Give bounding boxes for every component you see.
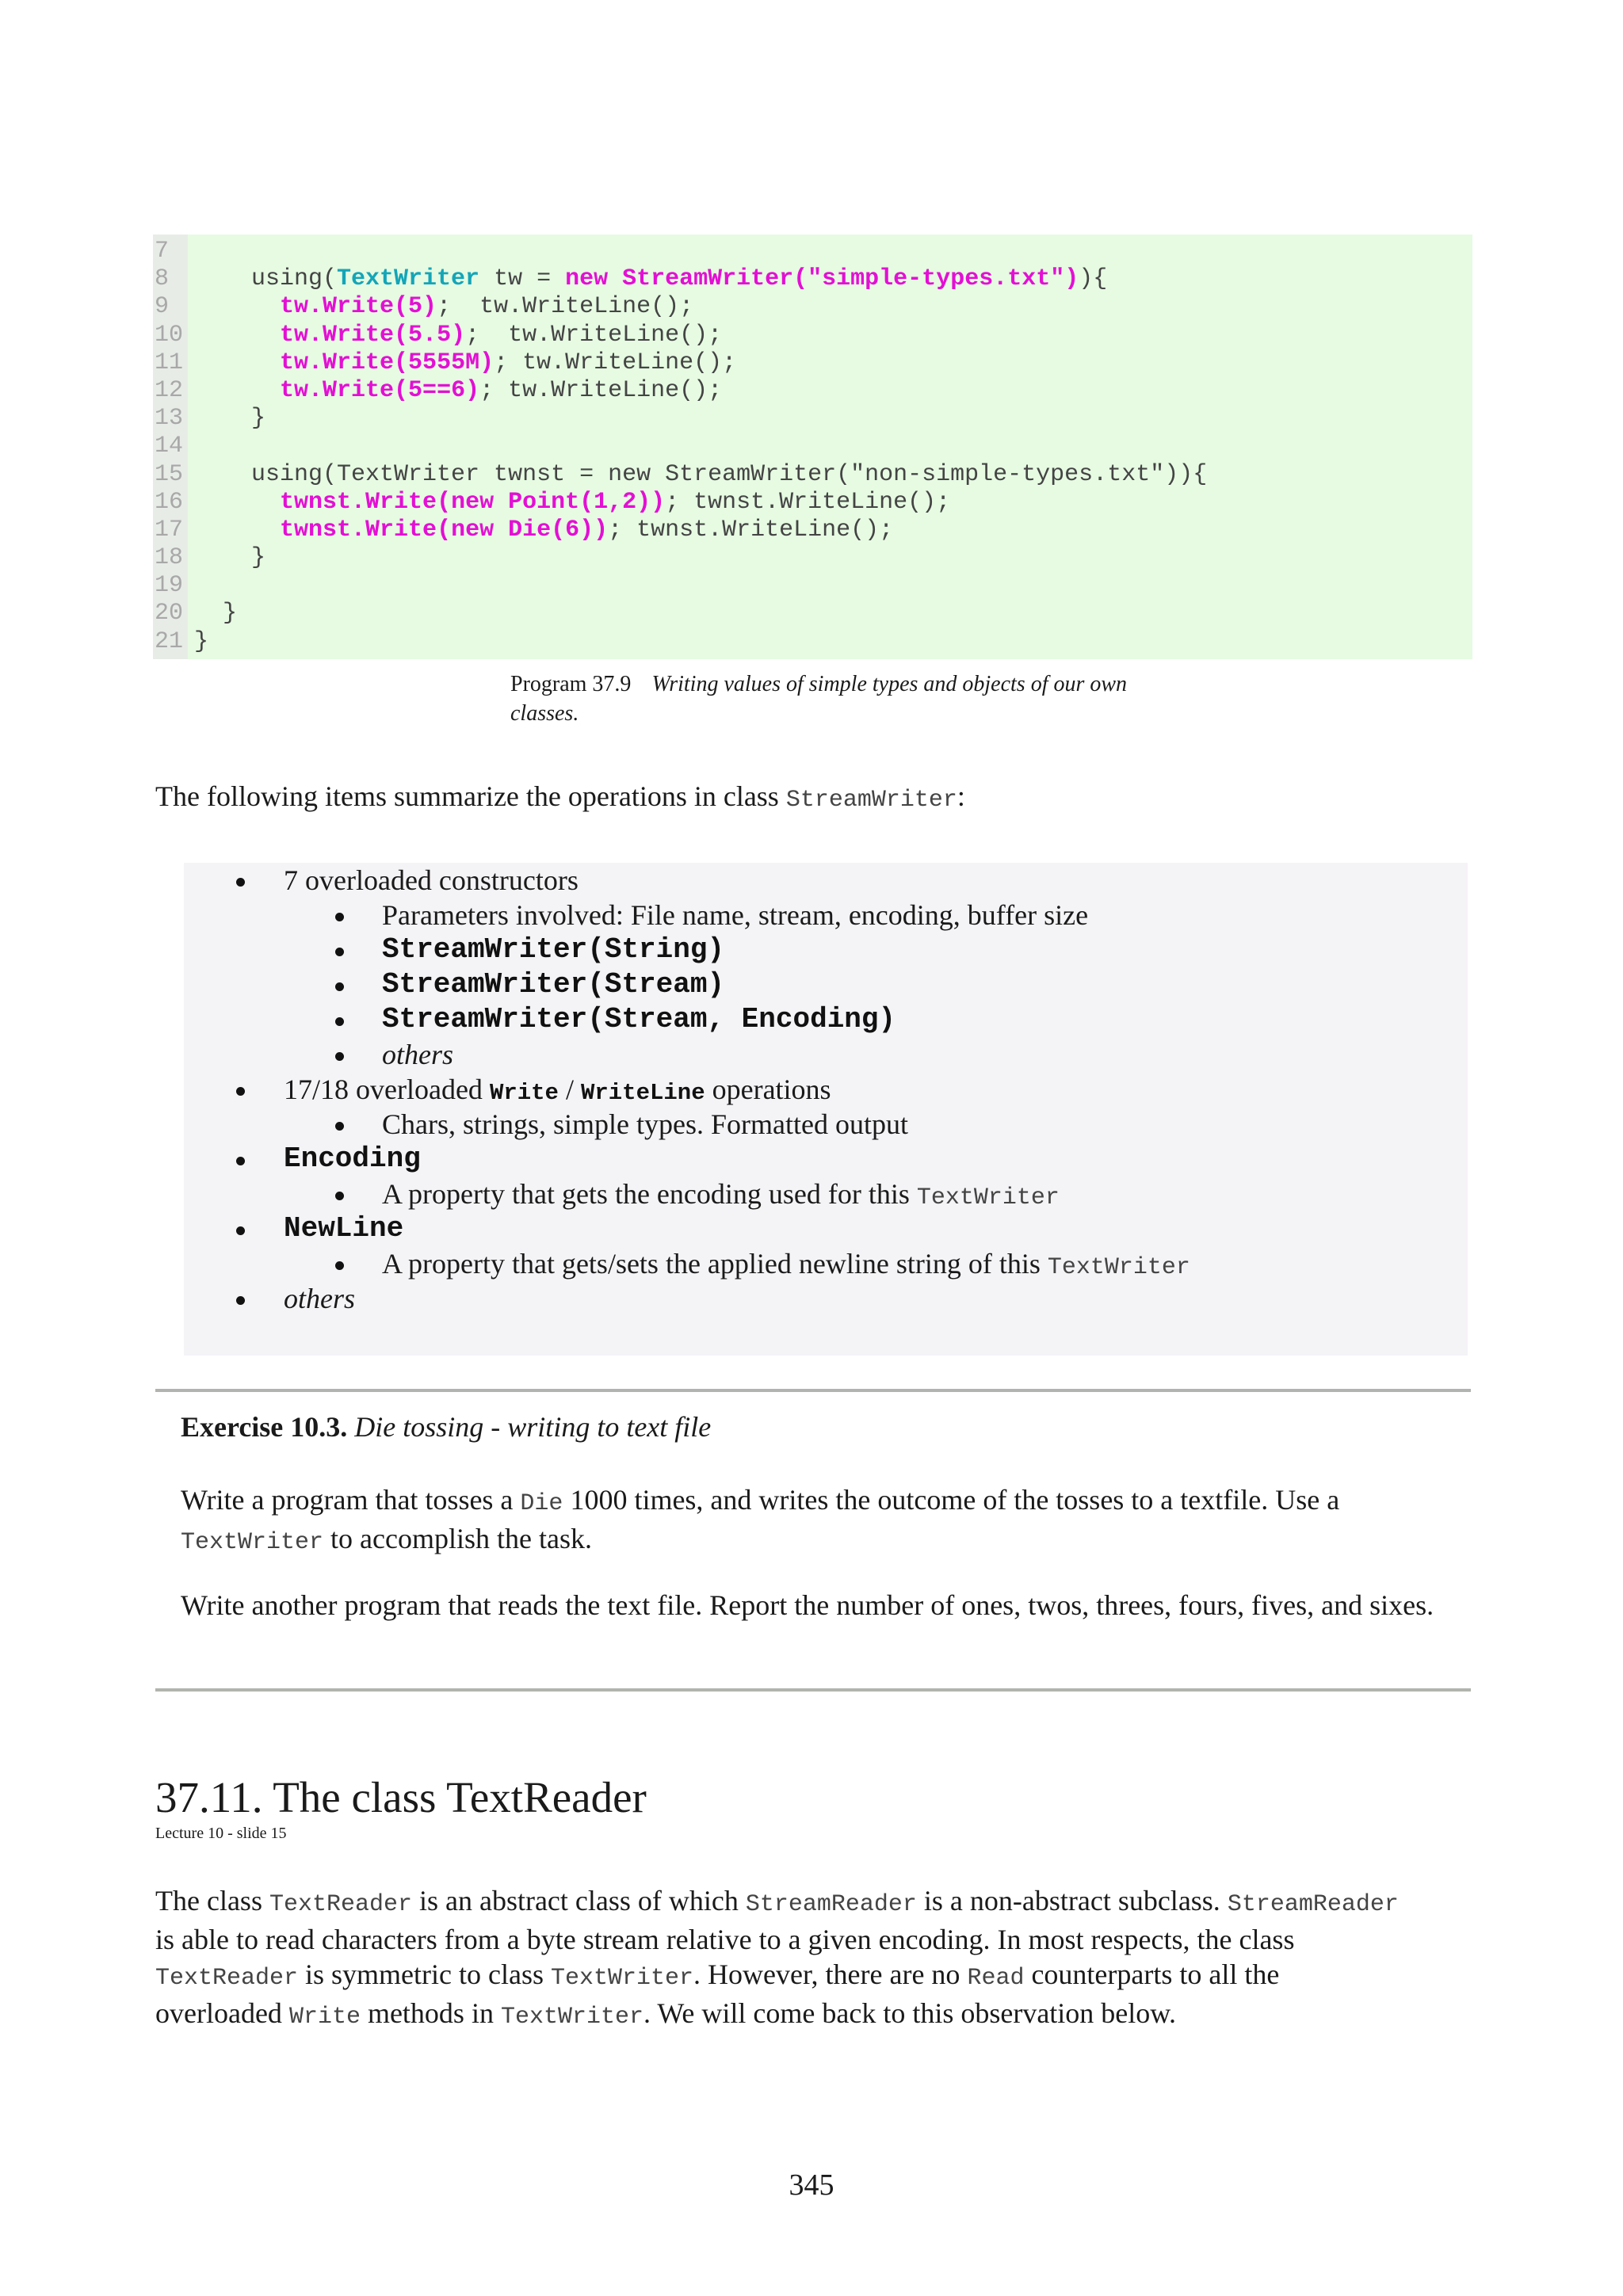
ops-after: operations [705, 1074, 831, 1105]
section-heading: 37.11. The class TextReader [155, 1773, 647, 1821]
line-number: 19 [155, 572, 184, 600]
code-plain: } [194, 600, 238, 627]
code-plain: tw = [479, 265, 566, 293]
body-line [155, 1996, 1487, 2035]
body-text: is an abstract class of which [411, 1885, 746, 1917]
code-text [194, 405, 265, 433]
caption-text: Writing values of simple types and objects of our own classes. [510, 672, 1128, 726]
list-item: others [382, 1039, 453, 1070]
exercise-name: Die tossing - writing to text file [354, 1411, 712, 1443]
body-text: is a non-abstract subclass. [916, 1885, 1228, 1917]
list-item: StreamWriter(Stream, Encoding) [382, 1003, 896, 1035]
exercise-bottom-rule [155, 1688, 1471, 1691]
bullet-icon [236, 1157, 245, 1165]
line-number: 10 [155, 321, 184, 349]
code-line [153, 544, 1472, 572]
code-plain [194, 293, 280, 320]
code-text [194, 349, 736, 377]
summary-intro [155, 779, 1487, 818]
code-line [153, 322, 1472, 349]
body-paragraph [155, 1883, 1487, 2035]
exercise-paragraph-1 [181, 1482, 1449, 1560]
code-plain [608, 265, 622, 292]
body-code: TextReader [269, 1891, 412, 1918]
bullet-icon [335, 913, 344, 921]
list-item: StreamWriter(Stream) [382, 968, 725, 1001]
code-plain [194, 377, 280, 404]
body-text: The class [155, 1885, 269, 1917]
body-text: is symmetric to class [298, 1958, 551, 1990]
code-text [194, 600, 237, 627]
newline-desc: A property that gets/sets the applied newline string of this [382, 1248, 1048, 1280]
list-item: Chars, strings, simple types. Formatted output [382, 1108, 908, 1140]
bullet-icon [335, 948, 344, 956]
list-item [284, 1072, 831, 1111]
code-line [153, 405, 1472, 433]
summary-intro-text: The following items summarize the operations in class [155, 780, 786, 812]
code-lines [153, 238, 1472, 656]
newline-code: TextWriter [1047, 1254, 1190, 1281]
line-number: 18 [155, 544, 184, 572]
line-number: 8 [155, 265, 170, 293]
code-plain: ; twnst.WriteLine(); [665, 488, 951, 516]
body-line: is able to read characters from a byte stream relative to a given encoding. In most respects, the class [155, 1924, 1295, 1955]
line-number: 12 [155, 376, 184, 404]
code-highlight: tw.Write(5.5) [280, 321, 466, 349]
code-text [194, 489, 950, 517]
bullet-icon [335, 1122, 344, 1131]
bullet-icon [335, 1017, 344, 1026]
code-text [194, 544, 265, 572]
code-highlight: tw.Write(5) [280, 293, 437, 321]
bullet-icon [236, 1226, 245, 1235]
bullet-icon [335, 1261, 344, 1270]
summary-intro-colon: : [957, 780, 965, 812]
page-number: 345 [789, 2168, 834, 2202]
code-line [153, 349, 1472, 377]
list-item [382, 1177, 1060, 1215]
code-highlight: tw.Write(5==6) [280, 376, 480, 404]
bullet-icon [236, 1087, 245, 1096]
bullet-icon [335, 982, 344, 991]
code-text [194, 517, 893, 544]
code-line [153, 238, 1472, 265]
code-plain: using( [194, 265, 338, 293]
code-highlight: StreamWriter("simple-types.txt") [622, 265, 1079, 293]
list-item: 7 overloaded constructors [284, 864, 579, 896]
exercise-title [181, 1409, 711, 1444]
code-line [153, 572, 1472, 600]
body-text: overloaded [155, 1997, 289, 2029]
line-number: 15 [155, 460, 184, 488]
ops-write: Write [489, 1080, 559, 1106]
body-text: methods in [360, 1997, 501, 2029]
code-text [194, 377, 722, 405]
list-item: others [284, 1283, 355, 1314]
body-line [155, 1957, 1487, 1996]
encoding-desc: A property that gets the encoding used for this [382, 1178, 917, 1210]
ops-writeline: WriteLine [580, 1080, 705, 1106]
ops-slash: / [558, 1074, 581, 1105]
code-text [194, 322, 722, 349]
code-line [153, 461, 1472, 489]
code-line [153, 600, 1472, 627]
line-number: 20 [155, 600, 184, 627]
code-plain: ; twnst.WriteLine(); [608, 516, 894, 543]
bullet-icon [335, 1052, 344, 1061]
line-number: 9 [155, 293, 170, 321]
exercise-text: to accomplish the task. [323, 1523, 592, 1554]
code-plain: } [194, 405, 266, 433]
code-type: TextWriter [337, 265, 480, 293]
body-text: . However, there are no [693, 1958, 968, 1990]
list-item: NewLine [284, 1212, 404, 1245]
line-number: 7 [155, 238, 170, 265]
code-text [194, 293, 693, 321]
code-plain: ; tw.WriteLine(); [494, 349, 737, 376]
code-text [194, 628, 208, 656]
list-item: Encoding [284, 1142, 421, 1175]
code-plain: using(TextWriter twnst = new StreamWriter("non-simple-types.txt")){ [194, 460, 1208, 488]
code-line [153, 377, 1472, 405]
code-highlight: twnst.Write(new Die(6)) [280, 516, 609, 543]
code-plain [194, 517, 280, 543]
code-highlight: tw.Write(5555M) [280, 349, 495, 376]
exercise-code-die: Die [520, 1490, 563, 1517]
line-number: 14 [155, 433, 184, 460]
body-text: . We will come back to this observation below. [643, 1997, 1176, 2029]
body-code: Read [967, 1965, 1025, 1992]
code-highlight: new [565, 265, 609, 293]
code-highlight: twnst.Write(new Point(1,2)) [280, 488, 666, 516]
code-plain: ; tw.WriteLine(); [479, 376, 723, 404]
code-plain: } [194, 544, 266, 572]
ops-text: 17/18 overloaded [284, 1074, 490, 1105]
encoding-code: TextWriter [916, 1184, 1060, 1211]
code-text [194, 461, 1207, 489]
line-number: 13 [155, 405, 184, 433]
code-plain: } [194, 627, 209, 655]
body-code: TextWriter [500, 2004, 643, 2031]
exercise-top-rule [155, 1389, 1471, 1392]
code-line [153, 265, 1472, 293]
body-code: Write [288, 2004, 361, 2031]
line-number: 17 [155, 516, 184, 543]
line-number: 11 [155, 349, 184, 376]
bullet-icon [236, 878, 245, 887]
body-code: TextWriter [551, 1965, 694, 1992]
code-plain: ; tw.WriteLine(); [465, 321, 723, 349]
code-plain [194, 349, 280, 376]
bullet-icon [236, 1296, 245, 1305]
list-item [382, 1246, 1190, 1285]
exercise-paragraph-2: Write another program that reads the text file. Report the number of ones, twos, threes, fours, fives, and sixes. [181, 1589, 1434, 1621]
body-line [155, 1883, 1487, 1922]
code-line [153, 489, 1472, 517]
code-plain [194, 322, 280, 349]
exercise-text: 1000 times, and writes the outcome of the tosses to a textfile. Use a [563, 1484, 1340, 1516]
code-listing [153, 235, 1472, 659]
body-code: StreamReader [745, 1891, 917, 1918]
body-text: counterparts to all the [1024, 1958, 1280, 1990]
exercise-text: Write a program that tosses a [181, 1484, 521, 1516]
list-item: StreamWriter(String) [382, 933, 725, 966]
code-plain [194, 489, 280, 516]
code-text [194, 265, 1107, 293]
bullet-icon [335, 1192, 344, 1200]
code-line [153, 517, 1472, 544]
section-slide-reference: Lecture 10 - slide 15 [155, 1825, 287, 1842]
code-line [153, 628, 1472, 656]
code-plain: ; tw.WriteLine(); [437, 293, 694, 321]
body-code: StreamReader [1227, 1891, 1399, 1918]
list-item: Parameters involved: File name, stream, encoding, buffer size [382, 899, 1089, 931]
code-plain: ){ [1079, 265, 1108, 293]
caption-label: Program 37.9 [510, 672, 632, 696]
code-line [153, 433, 1472, 460]
line-number: 16 [155, 488, 184, 516]
line-number: 21 [155, 627, 184, 655]
code-line [153, 293, 1472, 321]
exercise-code-textwriter: TextWriter [181, 1529, 324, 1556]
summary-intro-code: StreamWriter [785, 787, 957, 814]
exercise-number: Exercise 10.3. [181, 1411, 348, 1443]
program-caption [510, 669, 1184, 728]
body-code: TextReader [155, 1965, 299, 1992]
